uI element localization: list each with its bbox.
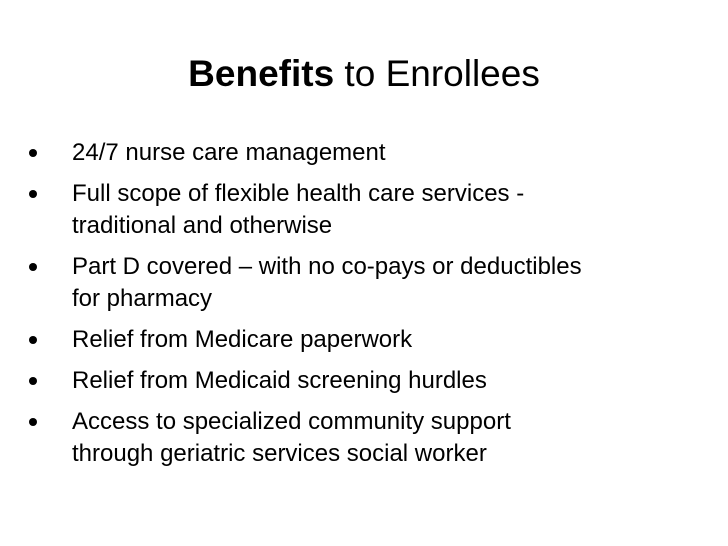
bullet-text: Part D covered – with no co-pays or deductibles [72,253,582,280]
bullet-list [0,137,728,479]
bullet-dot-icon [29,263,37,271]
bullet-dot-icon [29,377,37,385]
bullet-text: Full scope of flexible health care services - [72,180,525,207]
slide-title-bold: Benefits [188,53,335,94]
slide-title [0,44,728,104]
bullet-item [0,365,728,397]
bullet-text: 24/7 nurse care management [72,139,386,166]
bullet-text-continued: for pharmacy [72,285,213,312]
bullet-item [0,178,728,242]
bullet-item [0,324,728,356]
bullet-dot-icon [29,336,37,344]
bullet-item [0,137,728,169]
bullet-text-continued: through geriatric services social worker [72,440,487,467]
bullet-text: Relief from Medicaid screening hurdles [72,367,487,394]
slide-title-rest: to Enrollees [334,53,540,94]
bullet-text: Relief from Medicare paperwork [72,326,413,353]
bullet-item [0,406,728,470]
bullet-dot-icon [29,149,37,157]
bullet-text: Access to specialized community support [72,408,511,435]
bullet-dot-icon [29,190,37,198]
bullet-item [0,251,728,315]
bullet-dot-icon [29,418,37,426]
bullet-text-continued: traditional and otherwise [72,212,333,239]
